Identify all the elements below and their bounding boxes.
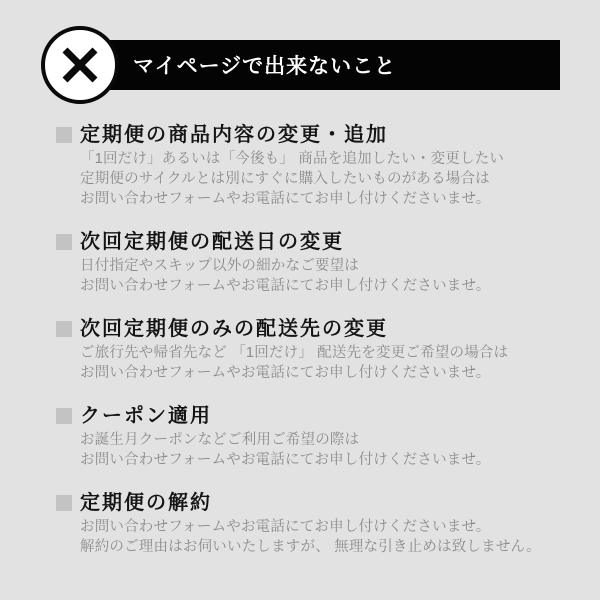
- section-delivery-date: [56, 230, 566, 296]
- page-title: マイページで出来ないこと: [133, 55, 397, 78]
- section-cancel: [56, 491, 566, 557]
- section-body: [80, 343, 566, 383]
- section-list: [56, 123, 566, 578]
- section-heading: クーポン適用: [80, 405, 212, 427]
- body-line: 「1回だけ」あるいは「今後も」 商品を追加したい・変更したい: [80, 151, 505, 167]
- body-line: お問い合わせフォームやお電話にてお申し付けくださいませ。: [80, 191, 491, 207]
- body-line: お誕生月クーポンなどご利用ご希望の際は: [80, 432, 360, 448]
- section-delivery-address: [56, 317, 566, 383]
- square-bullet-icon: [56, 321, 72, 337]
- section-heading: 定期便の解約: [80, 492, 212, 514]
- section-heading-row: [56, 230, 566, 254]
- section-heading: 定期便の商品内容の変更・追加: [80, 124, 388, 146]
- section-heading-row: [56, 491, 566, 515]
- body-line: お問い合わせフォームやお電話にてお申し付けくださいませ。: [80, 365, 491, 381]
- section-heading-row: [56, 317, 566, 341]
- section-body: [80, 256, 566, 296]
- section-coupon: [56, 404, 566, 470]
- body-line: 解約のご理由はお伺いいたしますが、 無理な引き止めは致しません。: [80, 539, 541, 555]
- body-line: お問い合わせフォームやお電話にてお申し付けくださいませ。: [80, 519, 491, 535]
- section-body: [80, 149, 566, 209]
- section-body: [80, 430, 566, 470]
- x-mark-circle-icon: [41, 26, 119, 104]
- body-line: ご旅行先や帰省先など 「1回だけ」 配送先を変更ご希望の場合は: [80, 345, 509, 361]
- section-body: [80, 517, 566, 557]
- body-line: 定期便のサイクルとは別にすぐに購入したいものがある場合は: [80, 171, 490, 187]
- square-bullet-icon: [56, 408, 72, 424]
- square-bullet-icon: [56, 127, 72, 143]
- body-line: 日付指定やスキップ以外の細かなご要望は: [80, 258, 360, 274]
- section-heading: 次回定期便のみの配送先の変更: [80, 318, 388, 340]
- x-mark-icon: [60, 45, 100, 85]
- body-line: お問い合わせフォームやお電話にてお申し付けくださいませ。: [80, 278, 491, 294]
- body-line: お問い合わせフォームやお電話にてお申し付けくださいませ。: [80, 452, 491, 468]
- section-heading-row: [56, 404, 566, 428]
- section-heading-row: [56, 123, 566, 147]
- section-heading: 次回定期便の配送日の変更: [80, 231, 344, 253]
- section-product-change: [56, 123, 566, 209]
- square-bullet-icon: [56, 234, 72, 250]
- header-banner: [100, 40, 560, 90]
- square-bullet-icon: [56, 495, 72, 511]
